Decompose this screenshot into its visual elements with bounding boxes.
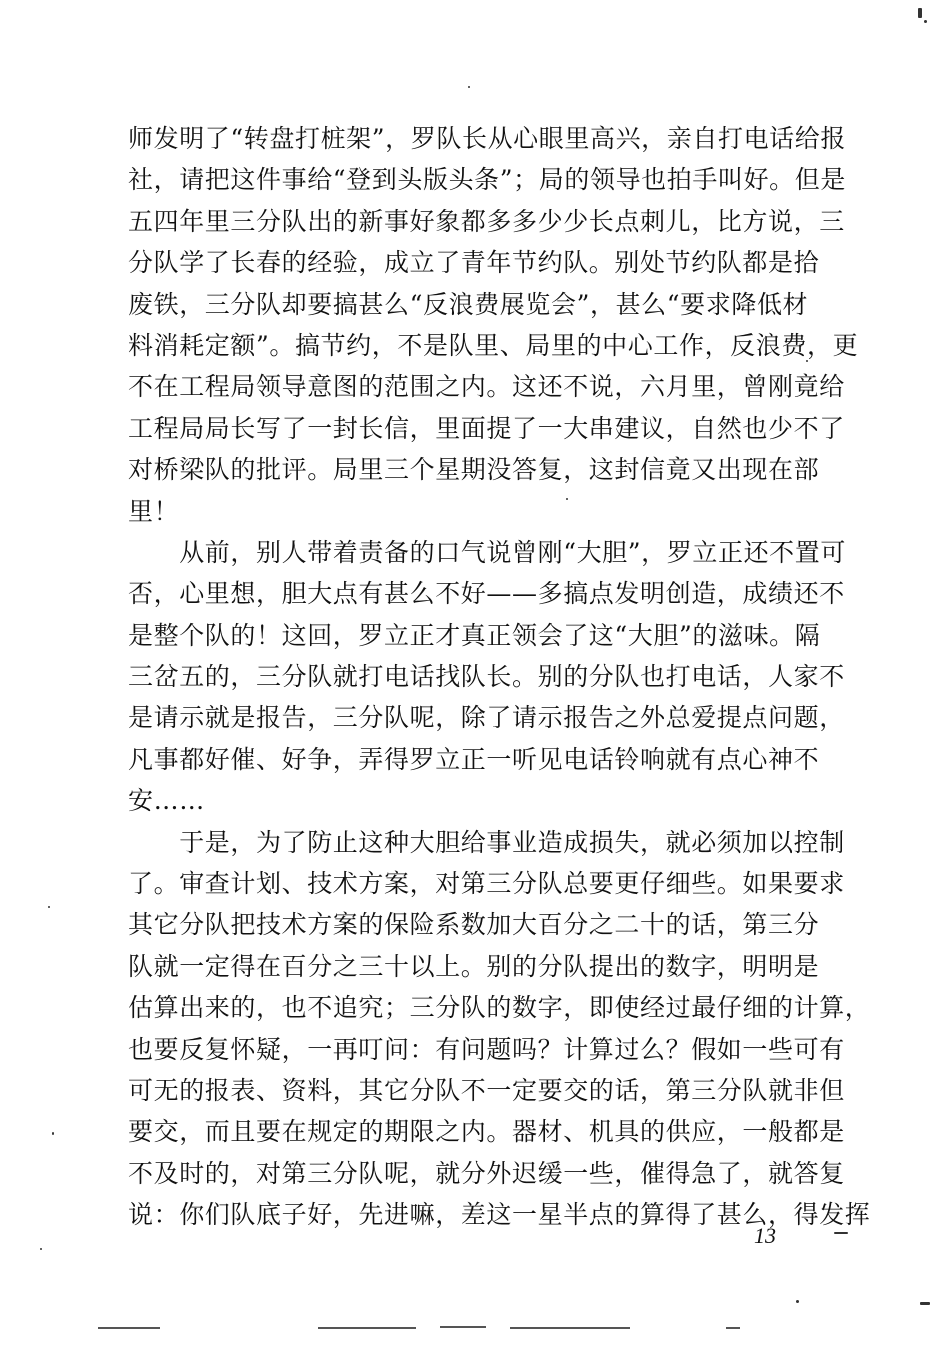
text-line: 是请示就是报告，三分队呢，除了请示报告之外总爱提点问题，	[128, 703, 845, 733]
text-line: 工程局局长写了一封长信，里面提了一大串建议，自然也少不了	[128, 413, 845, 443]
scan-line-artifact	[440, 1326, 486, 1328]
text-line: 于是，为了防止这种大胆给事业造成损失，就必须加以控制	[128, 827, 845, 857]
scan-speck	[468, 86, 470, 88]
text-line: 安……	[128, 786, 205, 816]
scan-speck	[834, 1232, 848, 1234]
text-line: 凡事都好催、好争，弄得罗立正一听见电话铃响就有点心神不	[128, 744, 820, 774]
text-line: 要交，而且要在规定的期限之内。器材、机具的供应，一般都是	[128, 1117, 845, 1147]
scan-speck	[52, 1132, 54, 1135]
text-line: 也要反复怀疑，一再叮问：有问题吗？计算过么？假如一些可有	[128, 1034, 845, 1064]
body-text	[128, 118, 871, 1236]
text-line: 里！	[128, 496, 180, 526]
text-line: 对桥梁队的批评。局里三个星期没答复，这封信竟又出现在部	[128, 455, 820, 485]
text-line: 估算出来的，也不追究；三分队的数字，即使经过最仔细的计算，	[128, 993, 871, 1023]
text-line: 分队学了长春的经验，成立了青年节约队。别处节约队都是拾	[128, 248, 820, 278]
text-line: 了。审查计划、技术方案，对第三分队总要更仔细些。如果要求	[128, 869, 845, 899]
text-line: 不及时的，对第三分队呢，就分外迟缓一些，催得急了，就答复	[128, 1158, 845, 1188]
text-line: 三岔五的，三分队就打电话找队长。别的分队也打电话，人家不	[128, 662, 845, 692]
scan-line-artifact	[98, 1327, 160, 1329]
scan-speck	[48, 906, 50, 908]
text-line: 可无的报表、资料，其它分队不一定要交的话，第三分队就非但	[128, 1075, 845, 1105]
text-line: 不在工程局领导意图的范围之内。这还不说，六月里，曾刚竟给	[128, 372, 845, 402]
text-line: 料消耗定额”。搞节约，不是队里、局里的中心工作，反浪费，更	[128, 330, 859, 360]
text-line: 从前，别人带着责备的口气说曾刚“大胆”，罗立正还不置可	[128, 537, 846, 567]
text-line: 否，心里想，胆大点有甚么不好——多搞点发明创造，成绩还不	[128, 579, 845, 609]
scan-speck	[796, 1300, 799, 1303]
scan-speck	[40, 1248, 42, 1250]
text-line: 其它分队把技术方案的保险系数加大百分之二十的话，第三分	[128, 910, 820, 940]
text-line: 社，请把这件事给“登到头版头条”；局的领导也拍手叫好。但是	[128, 165, 846, 195]
scan-speck	[920, 1302, 930, 1305]
scan-line-artifact	[318, 1327, 416, 1329]
text-line: 说：你们队底子好，先进嘛，差这一星半点的算得了甚么，得发挥	[128, 1200, 871, 1230]
scan-speck	[918, 8, 922, 18]
text-line: 五四年里三分队出的新事好象都多多少少长点刺儿，比方说，三	[128, 206, 845, 236]
text-line: 废铁，三分队却要搞甚么“反浪费展览会”，甚么“要求降低材	[128, 289, 809, 319]
text-line: 是整个队的！这回，罗立正才真正领会了这“大胆”的滋味。隔	[128, 620, 821, 650]
scan-speck	[566, 498, 568, 500]
scan-speck	[806, 360, 808, 362]
scan-line-artifact	[510, 1327, 630, 1329]
scan-line-artifact	[726, 1327, 740, 1329]
scan-speck	[924, 20, 927, 23]
text-line: 师发明了“转盘打桩架”，罗队长从心眼里高兴，亲自打电话给报	[128, 124, 846, 153]
text-line: 队就一定得在百分之三十以上。别的分队提出的数字，明明是	[128, 951, 820, 981]
page-number: 13	[754, 1223, 776, 1248]
